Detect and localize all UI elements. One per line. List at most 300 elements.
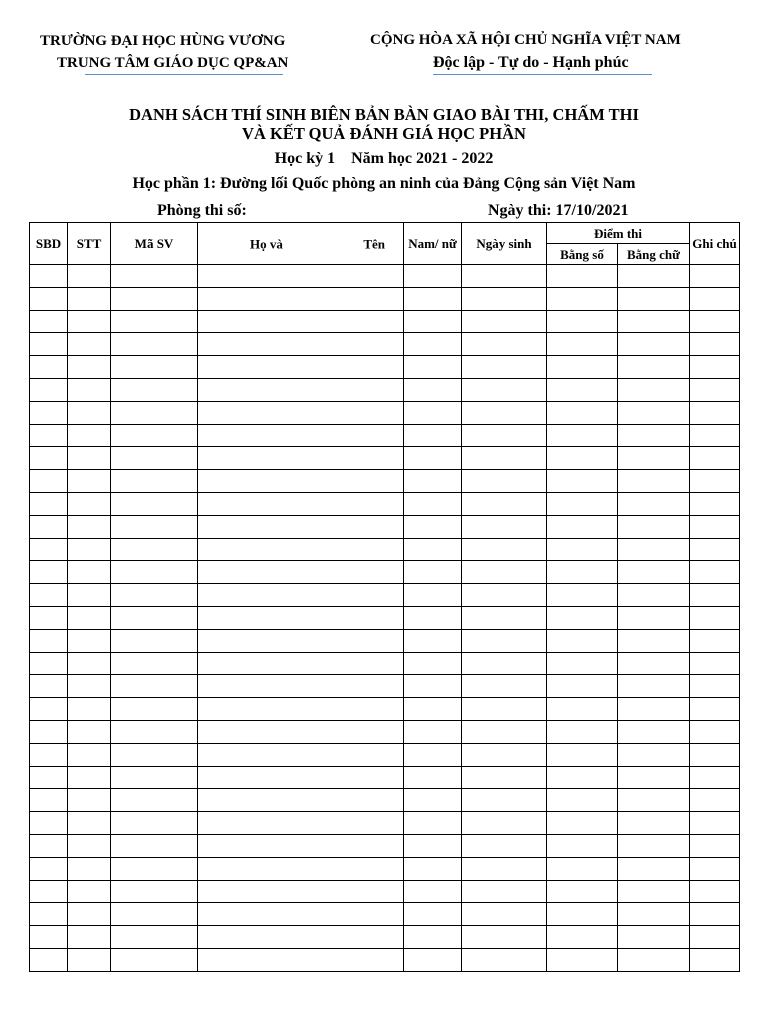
table-cell bbox=[198, 652, 404, 675]
table-cell bbox=[111, 812, 198, 835]
table-cell bbox=[690, 743, 740, 766]
table-cell bbox=[547, 652, 618, 675]
table-row bbox=[30, 698, 740, 721]
table-cell bbox=[404, 401, 462, 424]
table-row bbox=[30, 492, 740, 515]
table-cell bbox=[68, 903, 111, 926]
table-cell bbox=[618, 310, 690, 333]
table-cell bbox=[547, 447, 618, 470]
table-cell bbox=[198, 310, 404, 333]
table-cell bbox=[404, 584, 462, 607]
table-cell bbox=[690, 834, 740, 857]
table-row bbox=[30, 743, 740, 766]
table-cell bbox=[198, 515, 404, 538]
header-surname: Họ và bbox=[250, 236, 283, 251]
table-cell bbox=[462, 675, 547, 698]
table-row bbox=[30, 333, 740, 356]
table-cell bbox=[690, 470, 740, 493]
table-cell bbox=[690, 766, 740, 789]
table-cell bbox=[68, 834, 111, 857]
table-cell bbox=[404, 880, 462, 903]
table-row bbox=[30, 265, 740, 288]
table-cell bbox=[547, 356, 618, 379]
table-cell bbox=[618, 561, 690, 584]
table-cell bbox=[404, 789, 462, 812]
table-cell bbox=[690, 492, 740, 515]
table-cell bbox=[30, 424, 68, 447]
table-cell bbox=[30, 789, 68, 812]
table-cell bbox=[404, 812, 462, 835]
table-cell bbox=[690, 606, 740, 629]
table-cell bbox=[30, 561, 68, 584]
table-cell bbox=[404, 333, 462, 356]
table-cell bbox=[404, 424, 462, 447]
table-row bbox=[30, 948, 740, 971]
table-cell bbox=[68, 812, 111, 835]
table-cell bbox=[462, 926, 547, 949]
table-cell bbox=[547, 789, 618, 812]
table-cell bbox=[547, 470, 618, 493]
table-cell bbox=[198, 812, 404, 835]
table-cell bbox=[404, 561, 462, 584]
table-cell bbox=[68, 401, 111, 424]
table-cell bbox=[690, 333, 740, 356]
table-cell bbox=[68, 561, 111, 584]
table-cell bbox=[198, 766, 404, 789]
table-cell bbox=[618, 401, 690, 424]
table-cell bbox=[198, 880, 404, 903]
university-name: TRƯỜNG ĐẠI HỌC HÙNG VƯƠNG bbox=[40, 33, 286, 49]
table-cell bbox=[198, 287, 404, 310]
table-cell bbox=[618, 857, 690, 880]
table-cell bbox=[111, 424, 198, 447]
table-cell bbox=[618, 265, 690, 288]
table-cell bbox=[198, 743, 404, 766]
table-cell bbox=[547, 720, 618, 743]
table-cell bbox=[30, 538, 68, 561]
exam-room-label: Phòng thi số: bbox=[157, 202, 247, 219]
table-cell bbox=[68, 356, 111, 379]
header-sbd: SBD bbox=[30, 223, 68, 265]
table-cell bbox=[547, 675, 618, 698]
table-cell bbox=[404, 470, 462, 493]
table-cell bbox=[618, 903, 690, 926]
table-cell bbox=[111, 401, 198, 424]
table-cell bbox=[618, 287, 690, 310]
table-cell bbox=[68, 333, 111, 356]
table-cell bbox=[462, 652, 547, 675]
table-cell bbox=[690, 948, 740, 971]
table-cell bbox=[30, 515, 68, 538]
table-cell bbox=[462, 310, 547, 333]
table-cell bbox=[618, 492, 690, 515]
header-student-id: Mã SV bbox=[111, 223, 198, 265]
table-row bbox=[30, 766, 740, 789]
table-cell bbox=[547, 287, 618, 310]
table-cell bbox=[111, 948, 198, 971]
table-cell bbox=[404, 447, 462, 470]
table-cell bbox=[198, 333, 404, 356]
table-cell bbox=[462, 698, 547, 721]
table-row bbox=[30, 287, 740, 310]
table-cell bbox=[547, 401, 618, 424]
table-cell bbox=[618, 424, 690, 447]
table-cell bbox=[462, 287, 547, 310]
table-cell bbox=[68, 789, 111, 812]
table-cell bbox=[618, 720, 690, 743]
table-cell bbox=[618, 447, 690, 470]
table-cell bbox=[690, 789, 740, 812]
table-cell bbox=[618, 926, 690, 949]
table-cell bbox=[68, 424, 111, 447]
table-cell bbox=[547, 265, 618, 288]
exam-roster-table bbox=[29, 222, 740, 972]
table-cell bbox=[198, 857, 404, 880]
table-cell bbox=[111, 378, 198, 401]
table-cell bbox=[690, 424, 740, 447]
table-cell bbox=[198, 629, 404, 652]
table-cell bbox=[404, 743, 462, 766]
table-cell bbox=[30, 766, 68, 789]
table-cell bbox=[68, 698, 111, 721]
table-cell bbox=[462, 629, 547, 652]
table-cell bbox=[462, 812, 547, 835]
table-cell bbox=[690, 675, 740, 698]
table-cell bbox=[404, 356, 462, 379]
table-cell bbox=[198, 698, 404, 721]
table-cell bbox=[618, 948, 690, 971]
table-cell bbox=[68, 515, 111, 538]
center-name: TRUNG TÂM GIÁO DỤC QP&AN bbox=[57, 55, 289, 71]
table-cell bbox=[404, 538, 462, 561]
table-cell bbox=[462, 447, 547, 470]
table-cell bbox=[404, 834, 462, 857]
table-cell bbox=[618, 766, 690, 789]
document-title-line2: VÀ KẾT QUẢ ĐÁNH GIÁ HỌC PHẦN bbox=[242, 124, 526, 143]
table-cell bbox=[404, 265, 462, 288]
table-cell bbox=[30, 720, 68, 743]
table-cell bbox=[198, 492, 404, 515]
table-cell bbox=[30, 926, 68, 949]
table-row bbox=[30, 675, 740, 698]
table-cell bbox=[690, 652, 740, 675]
table-cell bbox=[547, 561, 618, 584]
table-cell bbox=[618, 834, 690, 857]
table-cell bbox=[462, 903, 547, 926]
table-cell bbox=[690, 880, 740, 903]
table-cell bbox=[111, 926, 198, 949]
table-cell bbox=[618, 515, 690, 538]
table-cell bbox=[547, 378, 618, 401]
table-cell bbox=[68, 720, 111, 743]
table-cell bbox=[462, 948, 547, 971]
table-cell bbox=[462, 880, 547, 903]
table-cell bbox=[30, 265, 68, 288]
table-cell bbox=[690, 515, 740, 538]
table-cell bbox=[68, 538, 111, 561]
table-cell bbox=[618, 606, 690, 629]
table-row bbox=[30, 584, 740, 607]
table-cell bbox=[547, 926, 618, 949]
table-cell bbox=[111, 492, 198, 515]
table-cell bbox=[462, 515, 547, 538]
table-row bbox=[30, 606, 740, 629]
table-cell bbox=[690, 287, 740, 310]
table-cell bbox=[30, 629, 68, 652]
table-cell bbox=[690, 926, 740, 949]
table-cell bbox=[30, 606, 68, 629]
table-cell bbox=[30, 333, 68, 356]
table-cell bbox=[404, 310, 462, 333]
table-cell bbox=[404, 766, 462, 789]
table-cell bbox=[68, 880, 111, 903]
table-cell bbox=[462, 378, 547, 401]
table-cell bbox=[111, 857, 198, 880]
table-cell bbox=[68, 948, 111, 971]
table-cell bbox=[198, 447, 404, 470]
table-row bbox=[30, 310, 740, 333]
table-cell bbox=[111, 333, 198, 356]
table-cell bbox=[462, 561, 547, 584]
table-cell bbox=[111, 903, 198, 926]
table-cell bbox=[198, 538, 404, 561]
right-header-underline bbox=[433, 74, 652, 75]
table-cell bbox=[30, 492, 68, 515]
table-cell bbox=[30, 880, 68, 903]
table-cell bbox=[618, 812, 690, 835]
table-cell bbox=[30, 584, 68, 607]
table-row bbox=[30, 812, 740, 835]
table-cell bbox=[690, 401, 740, 424]
table-cell bbox=[30, 675, 68, 698]
table-cell bbox=[30, 652, 68, 675]
table-cell bbox=[68, 652, 111, 675]
table-cell bbox=[618, 880, 690, 903]
table-cell bbox=[404, 492, 462, 515]
table-cell bbox=[111, 356, 198, 379]
table-cell bbox=[547, 948, 618, 971]
table-cell bbox=[68, 470, 111, 493]
table-cell bbox=[462, 834, 547, 857]
table-cell bbox=[30, 812, 68, 835]
table-cell bbox=[111, 720, 198, 743]
table-cell bbox=[462, 766, 547, 789]
table-cell bbox=[618, 675, 690, 698]
table-cell bbox=[30, 447, 68, 470]
table-row bbox=[30, 880, 740, 903]
table-cell bbox=[111, 629, 198, 652]
table-cell bbox=[462, 470, 547, 493]
table-cell bbox=[462, 538, 547, 561]
table-cell bbox=[111, 561, 198, 584]
table-cell bbox=[690, 698, 740, 721]
table-row bbox=[30, 401, 740, 424]
table-cell bbox=[198, 834, 404, 857]
table-cell bbox=[68, 743, 111, 766]
table-cell bbox=[30, 401, 68, 424]
table-cell bbox=[198, 675, 404, 698]
table-cell bbox=[30, 857, 68, 880]
table-cell bbox=[547, 812, 618, 835]
table-cell bbox=[404, 675, 462, 698]
table-cell bbox=[30, 743, 68, 766]
table-cell bbox=[404, 926, 462, 949]
table-row bbox=[30, 378, 740, 401]
semester-line: Học kỳ 1 Năm học 2021 - 2022 bbox=[274, 150, 494, 167]
table-cell bbox=[462, 265, 547, 288]
table-cell bbox=[111, 789, 198, 812]
table-cell bbox=[30, 834, 68, 857]
table-cell bbox=[547, 424, 618, 447]
table-cell bbox=[618, 538, 690, 561]
table-row bbox=[30, 903, 740, 926]
table-cell bbox=[547, 333, 618, 356]
table-cell bbox=[68, 926, 111, 949]
table-cell bbox=[462, 356, 547, 379]
table-cell bbox=[618, 789, 690, 812]
table-cell bbox=[547, 743, 618, 766]
table-row bbox=[30, 789, 740, 812]
table-cell bbox=[198, 720, 404, 743]
country-name: CỘNG HÒA XÃ HỘI CHỦ NGHĨA VIỆT NAM bbox=[370, 32, 681, 48]
table-cell bbox=[111, 652, 198, 675]
table-cell bbox=[547, 515, 618, 538]
table-cell bbox=[198, 789, 404, 812]
table-cell bbox=[547, 606, 618, 629]
table-cell bbox=[404, 606, 462, 629]
table-cell bbox=[30, 310, 68, 333]
table-cell bbox=[30, 378, 68, 401]
table-cell bbox=[547, 310, 618, 333]
table-cell bbox=[462, 492, 547, 515]
table-cell bbox=[404, 378, 462, 401]
table-cell bbox=[111, 310, 198, 333]
table-cell bbox=[198, 606, 404, 629]
header-gender: Nam/ nữ bbox=[404, 223, 462, 265]
table-cell bbox=[462, 401, 547, 424]
table-row bbox=[30, 424, 740, 447]
document-title-line1: DANH SÁCH THÍ SINH BIÊN BẢN BÀN GIAO BÀI THI, CHẤM THI bbox=[129, 105, 639, 124]
table-cell bbox=[690, 538, 740, 561]
table-cell bbox=[30, 356, 68, 379]
table-cell bbox=[30, 903, 68, 926]
table-cell bbox=[547, 698, 618, 721]
table-cell bbox=[404, 652, 462, 675]
header-score-words: Bằng chữ bbox=[618, 244, 690, 265]
table-cell bbox=[404, 857, 462, 880]
table-cell bbox=[547, 538, 618, 561]
table-cell bbox=[690, 356, 740, 379]
table-cell bbox=[690, 584, 740, 607]
table-cell bbox=[690, 720, 740, 743]
national-motto: Độc lập - Tự do - Hạnh phúc bbox=[433, 54, 629, 71]
table-cell bbox=[111, 880, 198, 903]
table-row bbox=[30, 470, 740, 493]
table-cell bbox=[404, 629, 462, 652]
table-cell bbox=[198, 356, 404, 379]
table-cell bbox=[198, 424, 404, 447]
table-cell bbox=[462, 857, 547, 880]
left-header-underline bbox=[85, 74, 283, 75]
table-cell bbox=[462, 424, 547, 447]
table-cell bbox=[68, 675, 111, 698]
table-cell bbox=[618, 698, 690, 721]
table-row bbox=[30, 447, 740, 470]
table-cell bbox=[198, 401, 404, 424]
table-cell bbox=[547, 903, 618, 926]
header-notes: Ghi chú bbox=[690, 223, 740, 265]
table-cell bbox=[547, 834, 618, 857]
table-cell bbox=[690, 857, 740, 880]
table-cell bbox=[618, 333, 690, 356]
table-cell bbox=[111, 287, 198, 310]
table-cell bbox=[462, 606, 547, 629]
table-row bbox=[30, 561, 740, 584]
table-row bbox=[30, 515, 740, 538]
table-cell bbox=[30, 698, 68, 721]
table-cell bbox=[68, 606, 111, 629]
table-cell bbox=[30, 470, 68, 493]
table-cell bbox=[111, 698, 198, 721]
table-cell bbox=[68, 629, 111, 652]
table-cell bbox=[198, 265, 404, 288]
table-cell bbox=[618, 356, 690, 379]
table-cell bbox=[111, 766, 198, 789]
header-full-name bbox=[198, 223, 404, 265]
table-cell bbox=[198, 584, 404, 607]
table-cell bbox=[547, 584, 618, 607]
table-cell bbox=[690, 561, 740, 584]
table-cell bbox=[690, 378, 740, 401]
table-cell bbox=[618, 652, 690, 675]
header-score-number: Bằng số bbox=[547, 244, 618, 265]
table-cell bbox=[618, 629, 690, 652]
table-cell bbox=[404, 698, 462, 721]
table-row bbox=[30, 857, 740, 880]
table-cell bbox=[111, 606, 198, 629]
table-cell bbox=[68, 857, 111, 880]
table-cell bbox=[68, 584, 111, 607]
table-cell bbox=[68, 447, 111, 470]
table-row bbox=[30, 720, 740, 743]
table-cell bbox=[198, 561, 404, 584]
table-cell bbox=[111, 515, 198, 538]
table-cell bbox=[690, 903, 740, 926]
table-cell bbox=[111, 447, 198, 470]
table-cell bbox=[111, 538, 198, 561]
table-cell bbox=[68, 766, 111, 789]
table-cell bbox=[404, 515, 462, 538]
table-cell bbox=[547, 492, 618, 515]
table-cell bbox=[198, 470, 404, 493]
table-cell bbox=[111, 470, 198, 493]
table-cell bbox=[690, 812, 740, 835]
table-cell bbox=[462, 743, 547, 766]
table-row bbox=[30, 834, 740, 857]
table-cell bbox=[690, 265, 740, 288]
table-cell bbox=[618, 378, 690, 401]
table-cell bbox=[404, 903, 462, 926]
table-cell bbox=[30, 948, 68, 971]
table-cell bbox=[462, 333, 547, 356]
table-cell bbox=[404, 948, 462, 971]
header-exam-score: Điểm thi bbox=[547, 223, 690, 244]
table-row bbox=[30, 652, 740, 675]
table-row bbox=[30, 926, 740, 949]
exam-date-label: Ngày thi: 17/10/2021 bbox=[488, 202, 629, 219]
table-row bbox=[30, 356, 740, 379]
table-row bbox=[30, 629, 740, 652]
